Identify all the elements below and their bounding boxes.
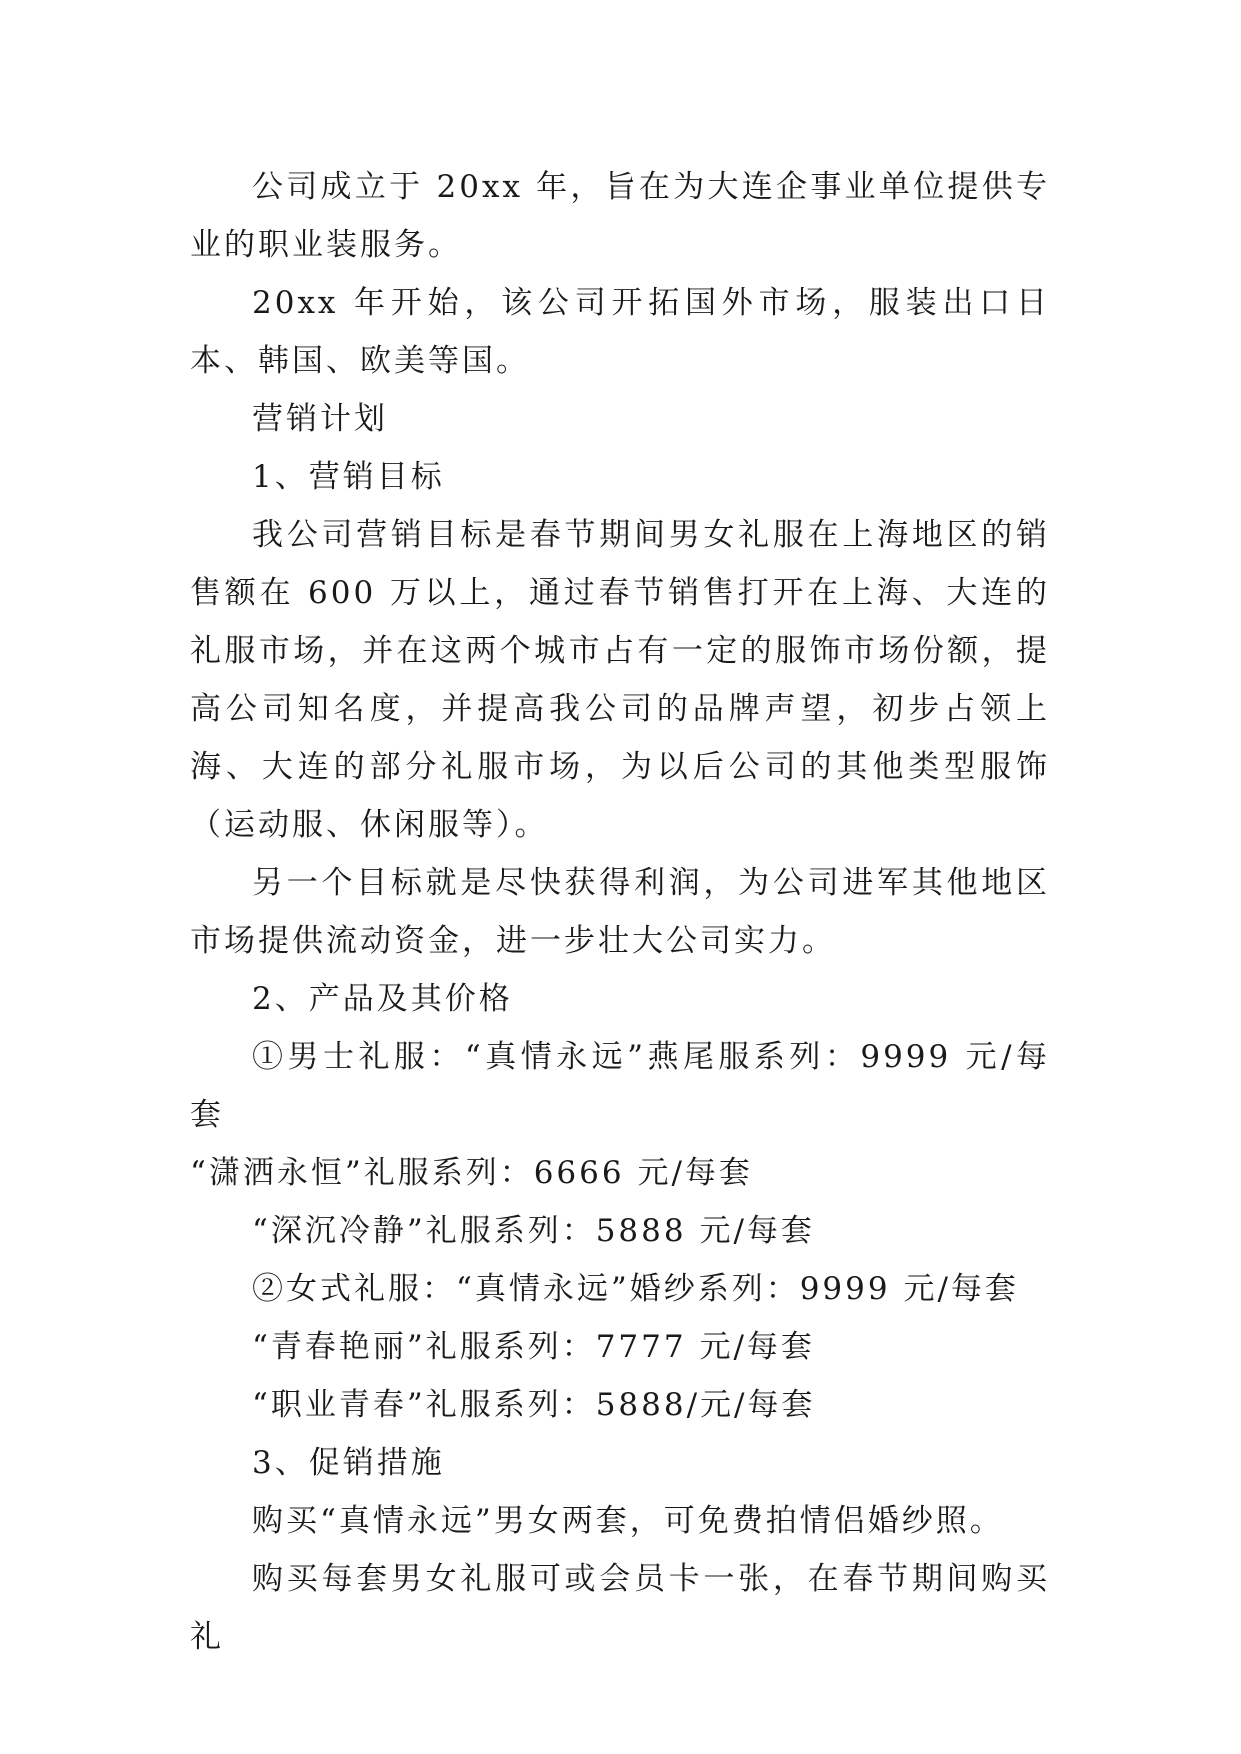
heading-promotion: 3、促销措施: [252, 1445, 445, 1481]
paragraph-promotion-photo: 购买“真情永远”男女两套，可免费拍情侣婚纱照。: [252, 1503, 1004, 1539]
product-line-women-zhiye: “职业青春”礼服系列：5888/元/每套: [252, 1387, 816, 1423]
product-line-men-xiaosa: “潇洒永恒”礼服系列：6666 元/每套: [190, 1155, 753, 1191]
heading-marketing-goals: 1、营销目标: [252, 459, 445, 495]
paragraph-foreign-market: 20xx 年开始，该公司开拓国外市场，服装出口日本、韩国、欧美等国。: [190, 285, 1050, 379]
paragraph-marketing-goal-main: 我公司营销目标是春节期间男女礼服在上海地区的销售额在 600 万以上，通过春节销售打开在上海、大连的礼服市场，并在这两个城市占有一定的服饰市场份额，提高公司知名度，并提高我公司的品牌声望，初步占领上海、大连的部分礼服市场，为以后公司的其他类型服饰（运动服、休闲服等）。: [190, 517, 1050, 843]
paragraph-promotion-membership: 购买每套男女礼服可或会员卡一张，在春节期间购买礼: [190, 1561, 1050, 1655]
heading-marketing-plan: 营销计划: [252, 401, 388, 437]
paragraph-company-founded: 公司成立于 20xx 年，旨在为大连企事业单位提供专业的职业装服务。: [190, 169, 1050, 263]
product-line-men-shenchen: “深沉冷静”礼服系列：5888 元/每套: [252, 1213, 815, 1249]
paragraph-marketing-goal-profit: 另一个目标就是尽快获得利润，为公司进军其他地区市场提供流动资金，进一步壮大公司实力。: [190, 865, 1050, 959]
product-line-men-tailcoat: ①男士礼服：“真情永远”燕尾服系列：9999 元/每套: [190, 1039, 1050, 1133]
heading-products-prices: 2、产品及其价格: [252, 981, 513, 1017]
product-line-women-qingchun: “青春艳丽”礼服系列：7777 元/每套: [252, 1329, 815, 1365]
product-line-women-wedding: ②女式礼服：“真情永远”婚纱系列：9999 元/每套: [252, 1271, 1019, 1307]
document-body: [190, 158, 1050, 1666]
